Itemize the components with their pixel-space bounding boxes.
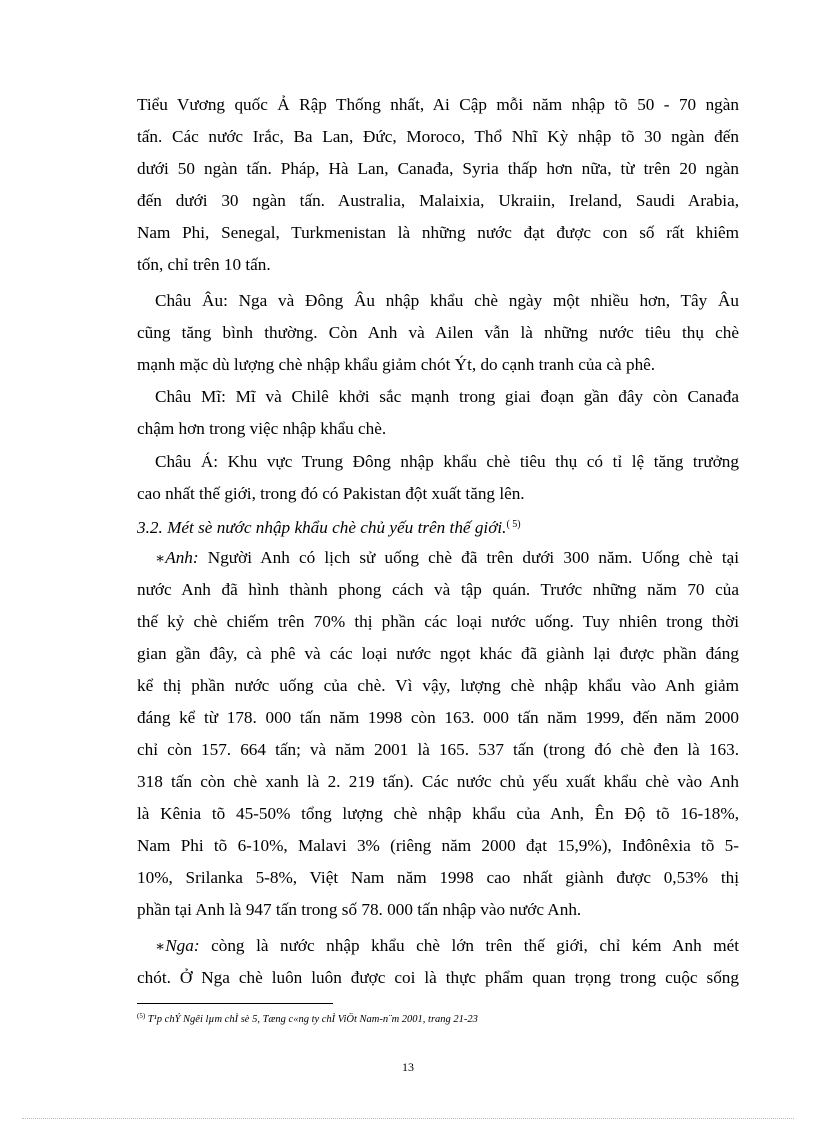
footnote-separator [137, 1003, 333, 1004]
paragraph-line: chót. Ở Nga chè luôn luôn được coi là thực phẩm quan trọng trong cuộc sống [137, 968, 739, 987]
bullet-asterisk-icon: ∗ [155, 939, 166, 955]
section-heading [137, 514, 521, 539]
paragraph-line: 10%, Srilanka 5-8%, Việt Nam năm 1998 cao nhất giành được 0,53% thị [137, 868, 739, 887]
paragraph-line: nước Anh đã hình thành phong cách và tập quán. Trước những năm 70 của [137, 580, 739, 599]
paragraph-line: tốn, chỉ trên 10 tấn. [137, 255, 271, 274]
country-label-anh: Anh: [165, 548, 199, 567]
paragraph-line: Nam Phi, Senegal, Turkmenistan là những nước đạt được con số rất khiêm [137, 223, 739, 242]
paragraph-line: thế kỷ chè chiếm trên 70% thị phần các loại nước uống. Tuy nhiên trong thời [137, 612, 739, 631]
paragraph-line: chỉ còn 157. 664 tấn; và năm 2001 là 165. 537 tấn (trong đó chè đen là 163. [137, 740, 739, 759]
paragraph-line: cũng tăng bình thường. Còn Anh và Ailen vẫn là những nước tiêu thụ chè [137, 323, 739, 342]
paragraph-line: mạnh mặc dù lượng chè nhập khẩu giảm chót Ýt, do cạnh tranh của cà phê. [137, 355, 656, 374]
footnote [137, 1012, 478, 1025]
paragraph-line: Châu Âu: Nga và Đông Âu nhập khẩu chè ngày một nhiều hơn, Tây Âu [155, 291, 739, 310]
footnote-mark: (5) [137, 1012, 146, 1020]
paragraph-line: dưới 50 ngàn tấn. Pháp, Hà Lan, Canađa, Syria thấp hơn nữa, từ trên 20 ngàn [137, 159, 739, 178]
paragraph-line: ∗Nga: còng là nước nhập khẩu chè lớn trên thế giới, chỉ kém Anh mét [155, 936, 739, 955]
paragraph-line: cao nhất thế giới, trong đó có Pakistan đột xuất tăng lên. [137, 484, 525, 503]
paragraph-line: Tiểu Vương quốc Ả Rập Thống nhất, Ai Cập mỗi năm nhập tõ 50 - 70 ngàn [137, 95, 739, 114]
bullet-asterisk-icon: ∗ [155, 551, 166, 567]
footnote-reference: ( 5) [506, 519, 521, 530]
paragraph-line: phần tại Anh là 947 tấn trong số 78. 000 tấn nhập vào nước Anh. [137, 900, 582, 919]
paragraph-line: tấn. Các nước Irắc, Ba Lan, Đức, Moroco, Thổ Nhĩ Kỳ nhập tõ 30 ngàn đến [137, 127, 739, 146]
paragraph-line: gian gần đây, cà phê và các loại nước ngọt khác đã giành lại được phần đáng [137, 644, 739, 663]
paragraph-line: là Kênia tõ 45-50% tổng lượng chè nhập khẩu của Anh, Ên Độ tõ 16-18%, [137, 804, 739, 823]
paragraph-line: đáng kể từ 178. 000 tấn năm 1998 còn 163. 000 tấn năm 1999, đến năm 2000 [137, 708, 739, 727]
paragraph-line: Châu Mĩ: Mĩ và Chilê khởi sắc mạnh trong giai đoạn gần đây còn Canađa [155, 387, 739, 406]
paragraph-line: Châu Á: Khu vực Trung Đông nhập khẩu chè tiêu thụ có tỉ lệ tăng trưởng [155, 452, 739, 471]
country-label-nga: Nga: [165, 936, 200, 955]
paragraph-line: Nam Phi tõ 6-10%, Malavi 3% (riêng năm 2000 đạt 15,9%), Inđônêxia tõ 5- [137, 836, 739, 855]
paragraph-line: kể thị phần nước uống của chè. Vì vậy, lượng chè nhập khẩu vào Anh giảm [137, 676, 739, 695]
paragraph-line: chậm hơn trong việc nhập khẩu chè. [137, 419, 387, 438]
paragraph-line: 318 tấn còn chè xanh là 2. 219 tấn). Các nước chủ yếu xuất khẩu chè vào Anh [137, 772, 739, 791]
section-heading-text: 3.2. Mét sè nước nhập khẩu chè chủ yếu trên thế giới. [137, 518, 507, 537]
footnote-text: T¹p chÝ Ngêi lµm chÌ sè 5, Tæng c«ng ty chÌ ViÖt Nam-n¨m 2001, trang 21-23 [145, 1014, 478, 1025]
page-number: 13 [402, 1060, 414, 1074]
paragraph-line: đến dưới 30 ngàn tấn. Australia, Malaixia, Ukraiin, Ireland, Saudi Arabia, [137, 191, 739, 210]
paragraph-line: ∗Anh: Người Anh có lịch sử uống chè đã trên dưới 300 năm. Uống chè tại [155, 548, 739, 567]
page-bottom-border [22, 1118, 794, 1119]
